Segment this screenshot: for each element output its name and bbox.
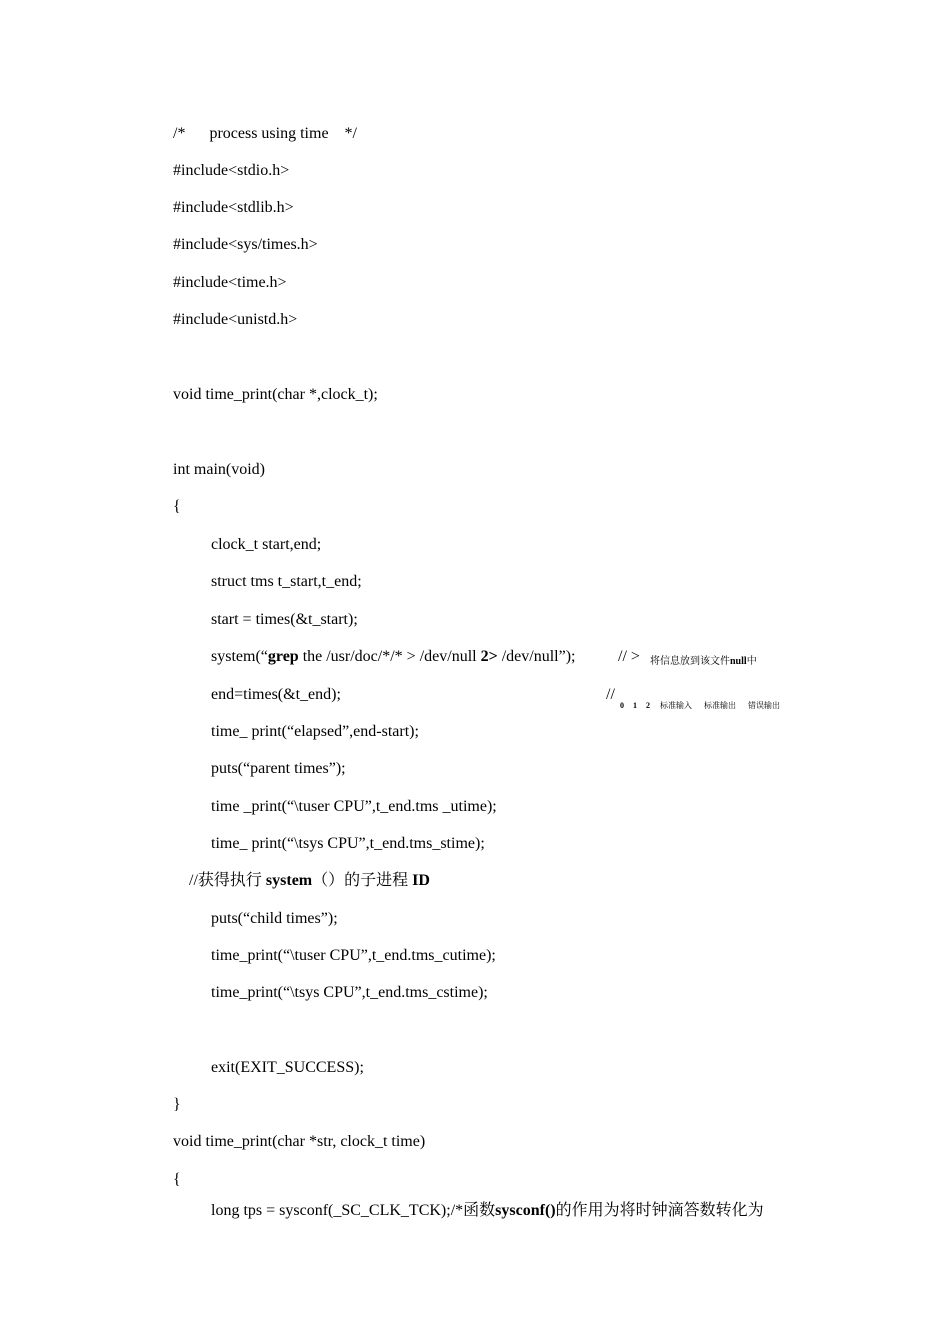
system-call-comment: // > [618,648,640,665]
code-line-include-stdio: #include<stdio.h> [173,162,290,179]
child-comment-text: （）的子进程 [312,872,413,889]
fd-comment: // [606,686,615,703]
note-text: 将信息放到该文件 [650,656,730,667]
fd-note-stdout: 标准输出 [704,701,736,710]
code-line-include-stdlib: #include<stdlib.h> [173,199,294,216]
sysconf-fn: sysconf() [495,1202,556,1219]
fd-note-1: 1 [633,701,637,710]
code-line-main-signature: int main(void) [173,461,265,478]
code-line-print-cstime: time_print(“\tsys CPU”,t_end.tms_cstime); [211,984,488,1001]
code-line-print-stime: time_ print(“\tsys CPU”,t_end.tms_stime); [211,835,485,852]
child-comment-system: system [265,872,313,889]
code-line-print-cutime: time_print(“\tuser CPU”,t_end.tms_cutime); [211,947,496,964]
system-call-comment-note [650,656,757,668]
code-line-puts-child: puts(“child times”); [211,910,338,927]
fd-note-stderr: 错误输出 [748,701,780,710]
code-line-sysconf [211,1201,764,1221]
system-call-grep: grep [267,648,299,665]
system-call-part: /dev/null”); [497,648,576,665]
system-call-part: the /usr/doc/*/* > /dev/null [298,648,481,665]
code-line-prototype: void time_print(char *,clock_t); [173,386,378,403]
code-line-print-elapsed: time_ print(“elapsed”,end-start); [211,723,419,740]
code-line-comment-header: /* process using time */ [173,125,357,142]
code-line-time-print-def: void time_print(char *str, clock_t time) [173,1133,426,1150]
fd-note-stdin: 标准输入 [660,701,692,710]
code-line-clock-decl: clock_t start,end; [211,536,322,553]
child-comment-text: //获得执行 [189,872,266,889]
code-line-start-times: start = times(&t_start); [211,611,358,628]
child-comment-id: ID [412,872,430,889]
code-line-exit: exit(EXIT_SUCCESS); [211,1059,364,1076]
fd-note-0: 0 [620,701,624,710]
code-line-include-times: #include<sys/times.h> [173,236,318,253]
code-line-puts-parent: puts(“parent times”); [211,760,346,777]
code-line-tms-decl: struct tms t_start,t_end; [211,573,362,590]
code-line-child-comment [189,871,430,891]
code-line-print-utime: time _print(“\tuser CPU”,t_end.tms _utime); [211,798,497,815]
fd-note-2: 2 [646,701,650,710]
note-text: 中 [746,656,757,667]
sysconf-text: 的作用为将时钟滴答数转化为 [555,1202,764,1219]
code-line-open-brace-2: { [173,1171,181,1188]
code-line-system-call [211,647,575,667]
code-line-open-brace: { [173,498,181,515]
system-call-part: system(“ [211,648,268,665]
code-line-include-time: #include<time.h> [173,274,287,291]
code-line-include-unistd: #include<unistd.h> [173,311,298,328]
code-line-close-brace: } [173,1096,181,1113]
system-call-redirect: 2> [480,648,498,665]
note-null: null [730,656,747,667]
sysconf-text: long tps = sysconf(_SC_CLK_TCK);/*函数 [211,1202,496,1219]
code-line-end-times: end=times(&t_end); [211,686,341,703]
